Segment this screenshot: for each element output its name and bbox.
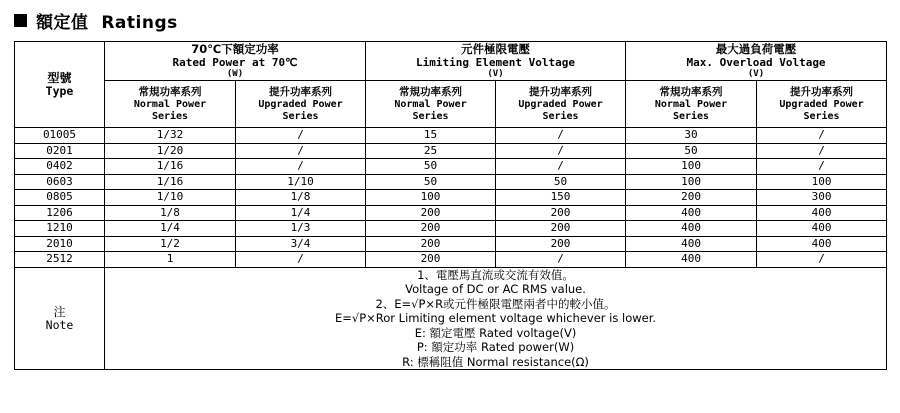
- cell-value: 1/16: [105, 174, 236, 190]
- cell-value: /: [757, 128, 887, 144]
- cell-value: 400: [757, 236, 887, 252]
- cell-value: 200: [366, 205, 496, 221]
- header-sub-en2: Series: [542, 110, 579, 122]
- header-sub-cn: 提升功率系列: [529, 85, 592, 98]
- header-group-rated-power-cn: 70℃下額定功率: [191, 42, 279, 56]
- cell-value: 1/2: [105, 236, 236, 252]
- table-row: [15, 174, 887, 190]
- header-sub-en2: Series: [151, 110, 189, 122]
- header-sub-normal-power-2: [366, 81, 496, 128]
- header-sub-en2: Series: [672, 110, 710, 122]
- cell-value: 1/16: [105, 159, 236, 175]
- header-sub-en1: Upgraded Power: [779, 98, 864, 110]
- cell-value: 1/3: [236, 221, 366, 237]
- cell-type: 0603: [15, 174, 105, 190]
- header-group-rated-power: [105, 42, 366, 81]
- cell-value: /: [236, 252, 366, 268]
- header-sub-cn: 提升功率系列: [269, 85, 332, 98]
- cell-value: 150: [496, 190, 626, 206]
- cell-type: 2512: [15, 252, 105, 268]
- cell-value: 400: [626, 252, 757, 268]
- header-sub-normal-power-3: [626, 81, 757, 128]
- header-group-overload-voltage-en: Max. Overload Voltage: [686, 56, 826, 69]
- header-sub-cn: 提升功率系列: [790, 85, 854, 98]
- cell-value: 50: [626, 143, 757, 159]
- cell-type: 0201: [15, 143, 105, 159]
- header-sub-cn: 常規功率系列: [399, 85, 462, 98]
- header-group-limiting-voltage: [366, 42, 626, 81]
- cell-value: 200: [496, 221, 626, 237]
- table-header-group-row: [15, 42, 887, 81]
- cell-value: 400: [626, 221, 757, 237]
- table-row: [15, 143, 887, 159]
- header-group-overload-voltage-cn: 最大過負荷電壓: [715, 42, 797, 56]
- table-row: [15, 128, 887, 144]
- header-group-limiting-voltage-en: Limiting Element Voltage: [416, 56, 575, 69]
- cell-value: 1/32: [105, 128, 236, 144]
- note-line: 1、電壓馬直流或交流有效值。: [417, 267, 574, 282]
- cell-value: 400: [626, 236, 757, 252]
- table-header-sub-row: [15, 81, 887, 128]
- cell-value: 400: [757, 221, 887, 237]
- page-title: [0, 0, 900, 39]
- cell-value: /: [757, 143, 887, 159]
- header-sub-upgraded-power-1: [236, 81, 366, 128]
- cell-value: /: [496, 128, 626, 144]
- header-group-rated-power-en: Rated Power at 70℃: [172, 56, 298, 69]
- header-sub-upgraded-power-2: [496, 81, 626, 128]
- header-group-limiting-voltage-cn: 元件極限電壓: [461, 42, 530, 56]
- cell-value: 1/8: [105, 205, 236, 221]
- cell-value: /: [496, 143, 626, 159]
- cell-value: /: [496, 159, 626, 175]
- header-sub-upgraded-power-3: [757, 81, 887, 128]
- cell-value: 200: [366, 236, 496, 252]
- ratings-table: [14, 41, 887, 370]
- cell-type: 0805: [15, 190, 105, 206]
- cell-value: 1/4: [105, 221, 236, 237]
- ratings-table-wrapper: [14, 41, 886, 370]
- note-line: 2、E=√P×R或元件極限電壓兩者中的較小值。: [375, 296, 616, 311]
- cell-value: 400: [757, 205, 887, 221]
- cell-type: 1210: [15, 221, 105, 237]
- header-sub-en1: Upgraded Power: [258, 98, 343, 110]
- header-group-rated-power-unit: (W): [226, 69, 244, 79]
- header-group-limiting-voltage-unit: (V): [487, 69, 504, 79]
- cell-type: 2010: [15, 236, 105, 252]
- cell-value: /: [236, 128, 366, 144]
- cell-value: 100: [626, 159, 757, 175]
- header-sub-en1: Upgraded Power: [518, 98, 603, 110]
- header-type: [15, 42, 105, 128]
- header-type-cn: 型號: [47, 71, 72, 85]
- header-sub-cn: 常規功率系列: [138, 85, 202, 98]
- table-row: [15, 252, 887, 268]
- cell-value: /: [496, 252, 626, 268]
- header-sub-en1: Normal Power: [133, 98, 207, 110]
- note-row: [15, 267, 887, 370]
- header-sub-en2: Series: [282, 110, 319, 122]
- cell-type: 1206: [15, 205, 105, 221]
- header-type-en: Type: [45, 84, 74, 98]
- cell-value: 200: [496, 205, 626, 221]
- cell-value: 1/4: [236, 205, 366, 221]
- header-sub-en2: Series: [412, 110, 449, 122]
- table-row: [15, 221, 887, 237]
- cell-value: /: [236, 159, 366, 175]
- table-row: [15, 190, 887, 206]
- cell-value: 200: [496, 236, 626, 252]
- table-row: [15, 159, 887, 175]
- table-row: [15, 205, 887, 221]
- cell-value: 100: [366, 190, 496, 206]
- note-line: Voltage of DC or AC RMS value.: [405, 282, 586, 296]
- note-label-en: Note: [45, 317, 74, 332]
- header-sub-en1: Normal Power: [654, 98, 728, 110]
- cell-value: 300: [757, 190, 887, 206]
- cell-value: 200: [366, 221, 496, 237]
- cell-value: 50: [366, 174, 496, 190]
- cell-value: 200: [366, 252, 496, 268]
- cell-type: 01005: [15, 128, 105, 144]
- cell-type: 0402: [15, 159, 105, 175]
- cell-value: 400: [626, 205, 757, 221]
- note-line: P: 額定功率 Rated power(W): [416, 340, 575, 354]
- header-sub-en1: Normal Power: [394, 98, 467, 110]
- cell-value: /: [757, 159, 887, 175]
- header-group-overload-voltage: [626, 42, 887, 81]
- cell-value: 3/4: [236, 236, 366, 252]
- cell-value: 100: [757, 174, 887, 190]
- header-sub-normal-power-1: [105, 81, 236, 128]
- header-sub-cn: 常規功率系列: [659, 85, 723, 98]
- cell-value: 1/8: [236, 190, 366, 206]
- table-row: [15, 236, 887, 252]
- cell-value: 200: [626, 190, 757, 206]
- cell-value: 1: [105, 252, 236, 268]
- cell-value: 50: [496, 174, 626, 190]
- cell-value: 30: [626, 128, 757, 144]
- note-line: E: 額定電壓 Rated voltage(V): [414, 325, 577, 340]
- header-group-overload-voltage-unit: (V): [747, 69, 765, 79]
- page-title-text: 額定值 Ratings: [36, 13, 178, 33]
- note-line: E=√P×Ror Limiting element voltage whichever is lower.: [334, 311, 657, 325]
- note-body: [105, 267, 887, 370]
- bullet-square-icon: [14, 14, 27, 27]
- header-sub-en2: Series: [803, 110, 840, 122]
- cell-value: 50: [366, 159, 496, 175]
- cell-value: /: [236, 143, 366, 159]
- cell-value: /: [757, 252, 887, 268]
- cell-value: 1/10: [105, 190, 236, 206]
- cell-value: 15: [366, 128, 496, 144]
- note-line: R: 標稱阻值 Normal resistance(Ω): [402, 354, 589, 369]
- cell-value: 25: [366, 143, 496, 159]
- cell-value: 1/20: [105, 143, 236, 159]
- cell-value: 100: [626, 174, 757, 190]
- cell-value: 1/10: [236, 174, 366, 190]
- note-label-cn: 注: [53, 304, 66, 319]
- note-label: [15, 267, 105, 370]
